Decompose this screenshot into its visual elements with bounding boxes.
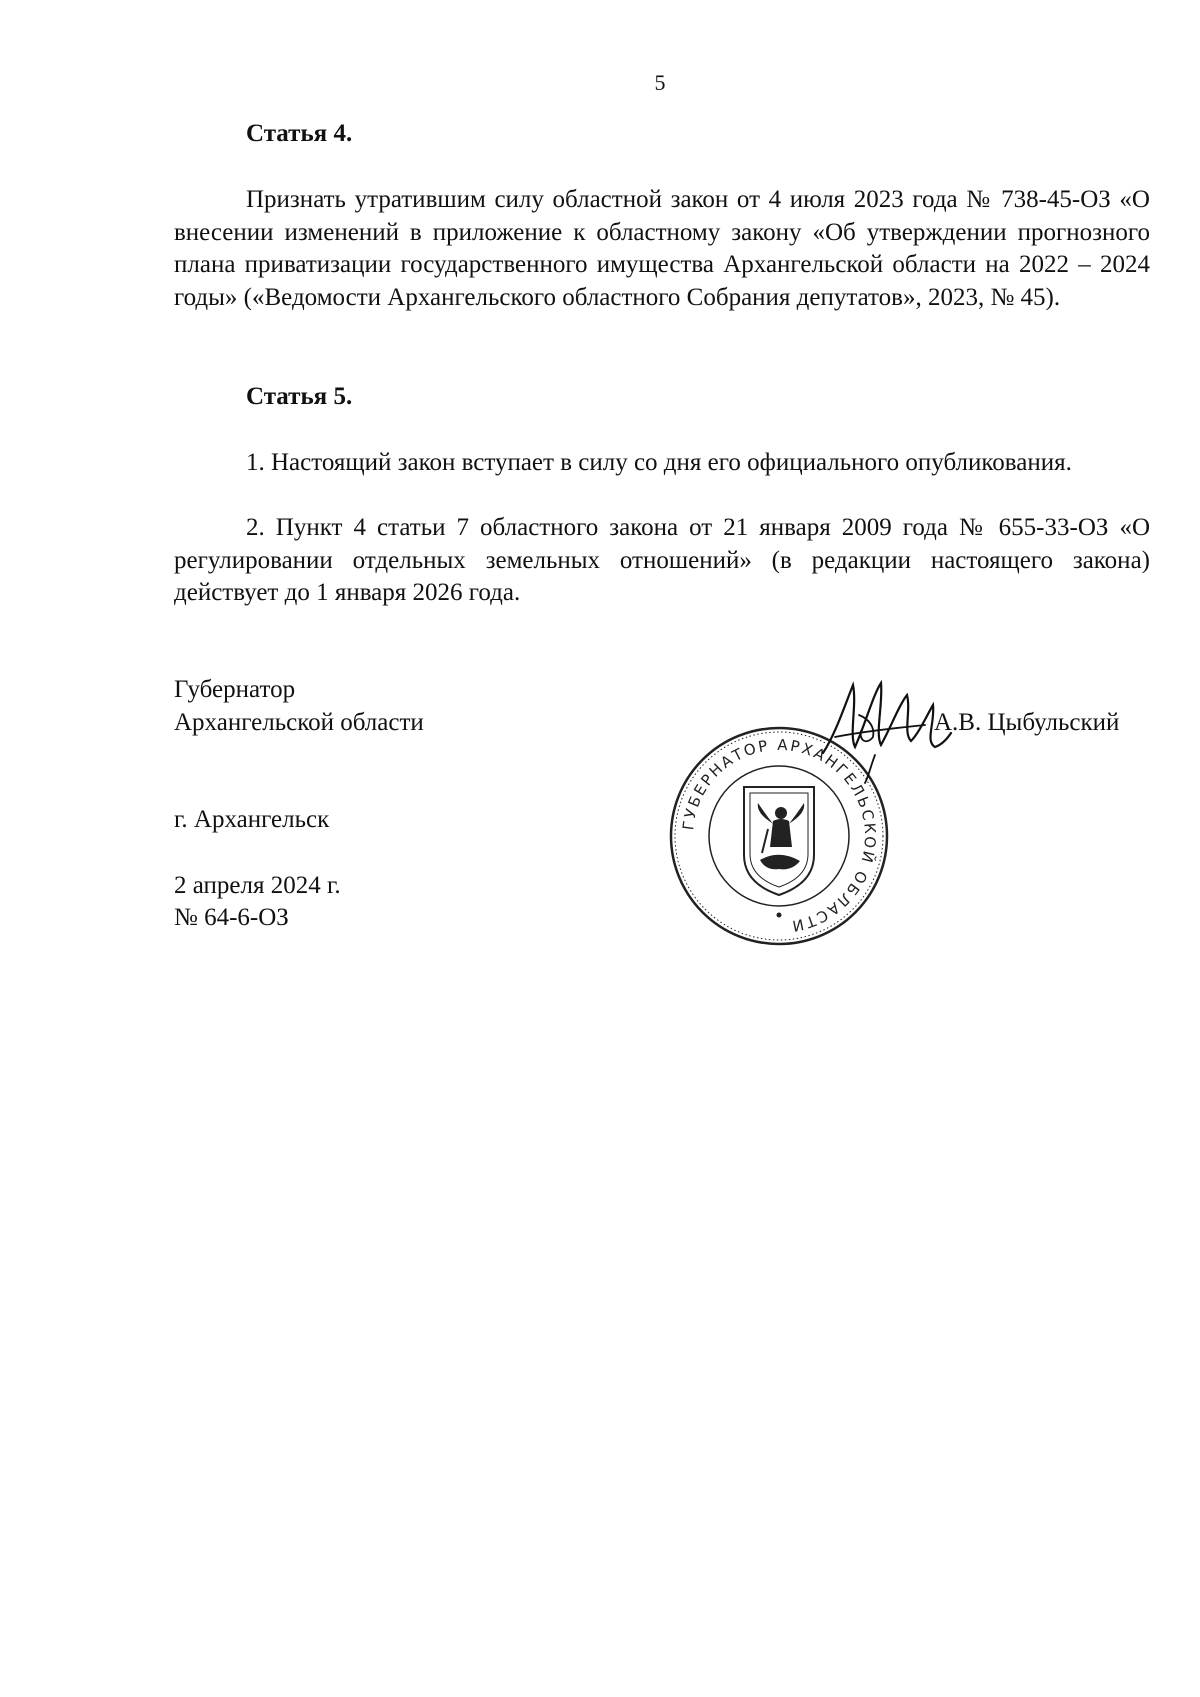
signer-position-line-1: Губернатор [174, 676, 296, 703]
signer-position-line-2: Архангельской области [174, 709, 424, 736]
article-5-item-2: 2. Пункт 4 статьи 7 областного закона от 21 января 2009 года № 655-33-ОЗ «О регулировании отдельных земельных отношений» (в редакции настоящего закона) действует до 1 января 2026 года. [174, 514, 1150, 606]
article-5-heading: Статья 5. [246, 383, 353, 410]
date: 2 апреля 2024 г. [174, 872, 341, 899]
handwritten-signature-icon [815, 675, 955, 785]
law-number: № 64-6-ОЗ [174, 904, 289, 931]
signer-name: А.В. Цыбульский [934, 709, 1120, 736]
article-4-heading: Статья 4. [246, 120, 353, 147]
article-5-item-1: 1. Настоящий закон вступает в силу со дня его официального опубликования. [246, 449, 1072, 476]
seal-text: ГУБЕРНАТОР АРХАНГЕЛЬСКОЙ ОБЛАСТИ [679, 735, 880, 936]
page-number: 5 [654, 70, 666, 95]
place: г. Архангельск [174, 806, 330, 833]
article-4-text: Признать утратившим силу областной закон от 4 июля 2023 года № 738-45-ОЗ «О внесении изменений в приложение к областному закону «Об утверждении прогнозного плана приватизации государственного имущества Архангельской области на 2022 – 2024 годы» («Ведомости Архангельского областного Собрания депутатов», 2023, № 45). [174, 186, 1150, 311]
